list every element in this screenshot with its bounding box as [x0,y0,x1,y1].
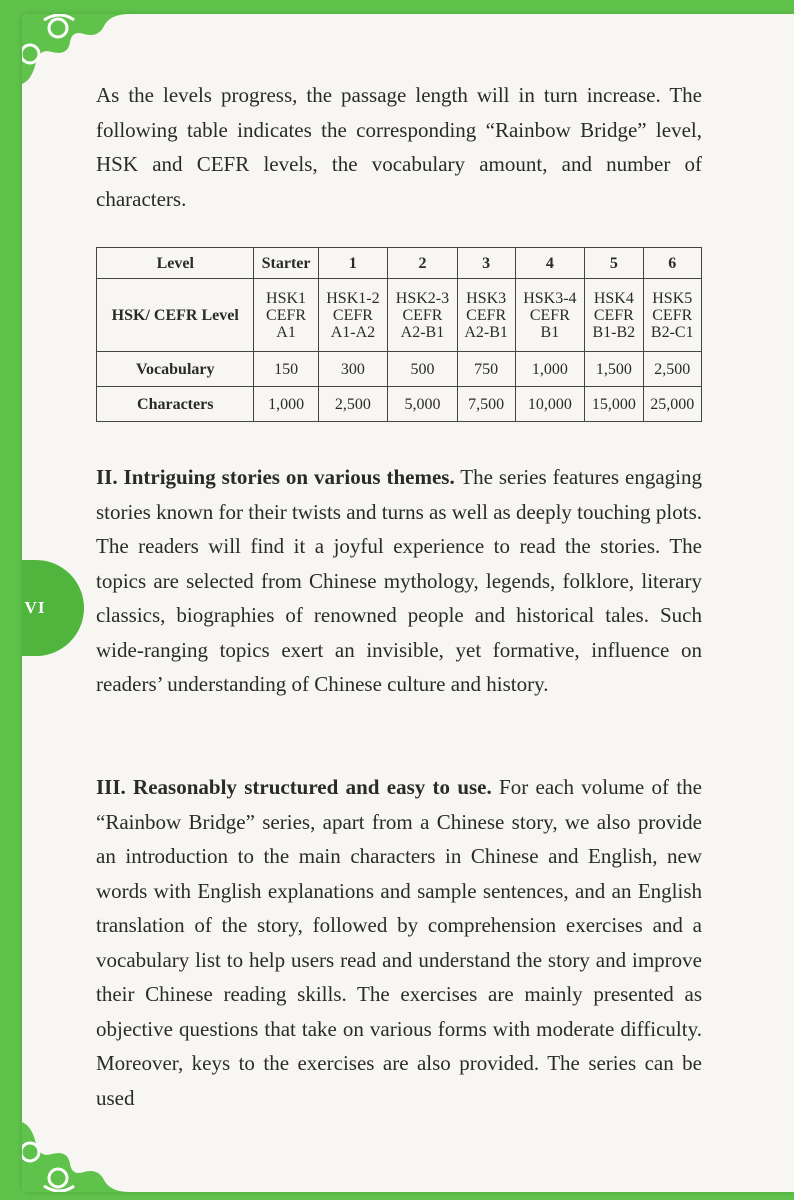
characters-cell: 25,000 [643,387,701,422]
intro-text: As the levels progress, the passage length will in turn increase. The following table indicates the corresponding “Rainbow Bridge” level, HSK and CEFR levels, the vocabulary amount, and number of characters. [96,83,702,211]
characters-cell: 7,500 [457,387,515,422]
row-header-hsk: HSK/ CEFR Level [97,279,254,352]
intro-paragraph [96,78,702,216]
level-cell: 3 [457,248,515,279]
page-number: VI [24,598,46,617]
vocabulary-cell: 1,500 [585,352,643,387]
table-row [97,352,702,387]
hsk-cell: HSK5 CEFR B2-C1 [643,279,701,352]
page-number-tab [22,560,84,656]
row-header-characters: Characters [97,387,254,422]
level-cell: 4 [515,248,585,279]
vocabulary-cell: 500 [388,352,458,387]
section-structure [96,770,702,1115]
table-row [97,387,702,422]
section-structure-body: For each volume of the “Rainbow Bridge” series, apart from a Chinese story, we also provide an introduction to the main characters in Chinese and English, new words with English explanations and sample sentences, and an English translation of the story, followed by comprehension exercises and a vocabulary list to help users read and understand the story and improve their Chinese reading skills. The exercises are mainly presented as objective questions that take on various forms with moderate difficulty. Moreover, keys to the exercises are also provided. The series can be used [96,775,702,1110]
level-cell: 5 [585,248,643,279]
vocabulary-cell: 2,500 [643,352,701,387]
section-themes-paragraph [96,460,702,702]
hsk-cell: HSK2-3 CEFR A2-B1 [388,279,458,352]
row-header-vocabulary: Vocabulary [97,352,254,387]
level-cell: 6 [643,248,701,279]
book-page [22,14,794,1192]
vocabulary-cell: 750 [457,352,515,387]
vocabulary-cell: 1,000 [515,352,585,387]
characters-cell: 15,000 [585,387,643,422]
level-cell: 1 [318,248,388,279]
table-row [97,248,702,279]
level-cell: Starter [254,248,318,279]
characters-cell: 10,000 [515,387,585,422]
hsk-cell: HSK4 CEFR B1-B2 [585,279,643,352]
vocabulary-cell: 150 [254,352,318,387]
row-header-level: Level [97,248,254,279]
hsk-cell: HSK1-2 CEFR A1-A2 [318,279,388,352]
level-table [96,247,702,422]
hsk-cell: HSK3 CEFR A2-B1 [457,279,515,352]
section-themes-heading: II. Intriguing stories on various themes. [96,465,455,489]
section-structure-paragraph [96,770,702,1115]
table-row [97,279,702,352]
hsk-cell: HSK1 CEFR A1 [254,279,318,352]
characters-cell: 5,000 [388,387,458,422]
section-themes-body: The series features engaging stories known for their twists and turns as well as deeply touching plots. The readers will find it a joyful experience to read the stories. The topics are selected from Chinese mythology, legends, folklore, literary classics, biographies of renowned people and historical tales. Such wide-ranging topics exert an invisible, yet formative, influence on readers’ understanding of Chinese culture and history. [96,465,702,696]
level-cell: 2 [388,248,458,279]
vocabulary-cell: 300 [318,352,388,387]
section-structure-heading: III. Reasonably structured and easy to use. [96,775,492,799]
hsk-cell: HSK3-4 CEFR B1 [515,279,585,352]
characters-cell: 1,000 [254,387,318,422]
section-themes [96,460,702,702]
characters-cell: 2,500 [318,387,388,422]
